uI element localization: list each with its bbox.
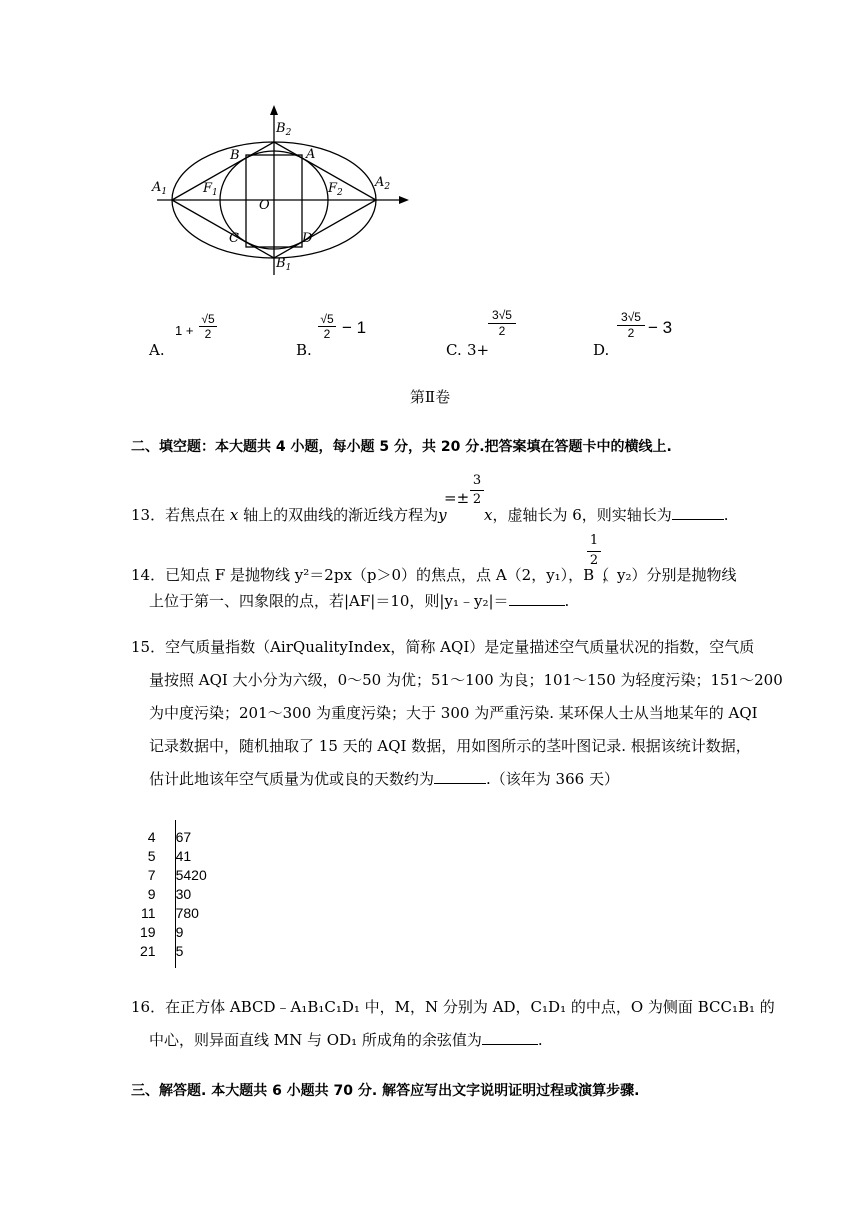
q16-end: . — [537, 1031, 543, 1049]
q15-number: 15． — [131, 638, 166, 656]
q14-frac-den: 2 — [587, 551, 601, 570]
label-B: B — [230, 148, 240, 163]
choice-d-letter: D. — [593, 341, 610, 359]
label-D: D — [302, 231, 313, 246]
choice-c-den: 2 — [488, 323, 516, 339]
q13-fraction — [470, 472, 484, 509]
q15-line-3: 为中度污染；201～300 为重度污染；大于 300 为严重污染. 某环保人士从当地某年的 AQI — [149, 704, 758, 722]
label-A1: $A_1$ — [152, 180, 168, 197]
question-16-line1 — [131, 997, 775, 1017]
choice-b-num: √5 — [320, 312, 334, 326]
leaf-value: 6 — [175, 828, 184, 845]
choice-c-lead: 3+ — [467, 341, 490, 359]
stem-leaf-table — [140, 827, 207, 960]
choice-b-fraction — [318, 312, 336, 342]
question-15-last — [149, 769, 619, 789]
stem-value: 5 — [147, 847, 156, 864]
choice-a-fraction — [199, 312, 217, 342]
choice-d-fraction — [617, 309, 645, 341]
choice-d-den: 2 — [617, 325, 645, 341]
q15-line-4: 记录数据中，随机抽取了 15 天的 AQI 数据，用如图所示的茎叶图记录. 根据该统计数据， — [149, 737, 751, 755]
question-15-line1 — [131, 637, 754, 657]
stem-leaf-row — [140, 846, 207, 865]
q15-last-b: .（该年为 366 天） — [486, 770, 619, 788]
q14-line2: 上位于第一、四象限的点，若|AF|＝10，则|y₁﹣y₂|＝ — [149, 592, 509, 610]
q16-answer-blank[interactable] — [482, 1030, 538, 1045]
ellipse-figure — [145, 105, 415, 285]
choice-d-tail: − 3 — [648, 318, 673, 337]
q14-number: 14． — [131, 566, 166, 584]
choice-c-letter: C. — [446, 341, 462, 359]
leaf-value: 8 — [183, 904, 192, 921]
stem-value: 9 — [147, 885, 156, 902]
label-C: C — [229, 231, 239, 246]
question-16-line2 — [149, 1030, 543, 1050]
q13-pm: =± — [444, 489, 470, 507]
label-A: A — [306, 147, 316, 162]
q13-frac-den: 2 — [470, 490, 484, 509]
question-13-tail — [484, 505, 729, 525]
label-B1: $B_1$ — [276, 256, 292, 273]
part2-title: 第Ⅱ卷 — [409, 388, 451, 406]
q13-frac-num: 3 — [472, 473, 482, 488]
q14-end: . — [564, 592, 570, 610]
y-axis-arrow — [270, 105, 278, 115]
q16-number: 16． — [131, 998, 166, 1016]
q13-x: x — [229, 506, 239, 524]
q13-x2: x — [484, 506, 493, 524]
choice-d-num: 3√5 — [621, 310, 641, 324]
label-A2: $A_2$ — [375, 175, 391, 192]
q13-text-c: ，虚轴长为 6，则实轴长为 — [492, 506, 672, 524]
stem-leaf-row — [140, 941, 207, 960]
q15-line-1: 空气质量指数（AirQualityIndex，简称 AQI）是定量描述空气质量状况的指数，空气质 — [165, 638, 755, 656]
leaf-value: 0 — [198, 866, 207, 883]
choice-c-num: 3√5 — [492, 308, 512, 322]
q14-line1: 已知点 F 是抛物线 y²＝2px（p＞0）的焦点，点 A（2，y₁），B（ — [165, 566, 610, 584]
leaf-value: 1 — [183, 847, 192, 864]
leaf-value: 0 — [183, 885, 192, 902]
label-O: O — [259, 198, 270, 213]
stem-leaf-row — [140, 922, 207, 941]
label-F1: $F_1$ — [203, 181, 218, 198]
stem-value: 11 — [141, 904, 156, 921]
leaf-value: 4 — [183, 866, 192, 883]
q14-line1-tail: ，y₂）分别是抛物线 — [602, 566, 737, 584]
q15-line-2: 量按照 AQI 大小分为六级，0～50 为优；51～100 为良；101～150 为轻度污染；151～200 — [149, 671, 783, 689]
stem-leaf-row — [140, 865, 207, 884]
choice-c-fraction — [488, 307, 516, 339]
question-14-line2 — [149, 591, 569, 611]
q13-end: . — [723, 506, 729, 524]
stem-leaf-row — [140, 884, 207, 903]
q14-fraction — [587, 531, 601, 570]
q13-number: 13． — [131, 506, 166, 524]
leaf-value: 5 — [175, 942, 184, 959]
section3-heading: 三、解答题. 本大题共 6 小题共 70 分. 解答应写出文字说明证明过程或演算步骤. — [131, 1083, 640, 1099]
q13-y: y — [438, 506, 447, 524]
q14-answer-blank[interactable] — [509, 591, 565, 606]
choice-b-letter: B. — [296, 341, 312, 359]
choice-a-den: 2 — [199, 326, 217, 342]
stem-leaf-row — [140, 903, 207, 922]
stem-value: 19 — [140, 923, 156, 940]
leaf-value: 0 — [191, 904, 199, 921]
stem-value: 4 — [147, 828, 156, 845]
leaf-value: 2 — [191, 866, 199, 883]
leaf-value: 7 — [175, 904, 184, 921]
q13-text-b: 轴上的双曲线的渐近线方程为 — [243, 506, 439, 524]
question-13 — [131, 505, 447, 525]
choice-b-tail: − 1 — [342, 318, 367, 337]
q15-answer-blank[interactable] — [434, 769, 486, 784]
q14-frac-num: 1 — [589, 533, 599, 548]
leaf-value: 3 — [175, 885, 184, 902]
choice-a-num: √5 — [201, 312, 215, 326]
label-F2: $F_2$ — [328, 181, 343, 198]
section2-heading: 二、填空题：本大题共 4 小题，每小题 5 分，共 20 分.把答案填在答题卡中的横线上. — [131, 439, 672, 455]
choice-a-letter: A. — [149, 341, 165, 359]
stem-leaf-row — [140, 827, 207, 846]
leaf-value: 4 — [175, 847, 184, 864]
stem-value: 21 — [140, 942, 156, 959]
choice-a-lead: 1 + — [175, 323, 194, 338]
leaf-value: 5 — [175, 866, 184, 883]
label-B2: $B_2$ — [276, 121, 292, 138]
leaf-value: 9 — [175, 923, 184, 940]
stem-value: 7 — [147, 866, 156, 883]
leaf-value: 7 — [183, 828, 192, 845]
q13-text-a: 若焦点在 — [165, 506, 226, 524]
q13-answer-blank[interactable] — [672, 505, 724, 520]
q16-line1: 在正方体 ABCD﹣A₁B₁C₁D₁ 中，M，N 分别为 AD，C₁D₁ 的中点，O 为侧面 BCC₁B₁ 的 — [165, 998, 775, 1016]
x-axis-arrow — [399, 196, 409, 204]
question-14-line1 — [131, 565, 609, 585]
q15-last-a: 估计此地该年空气质量为优或良的天数约为 — [149, 770, 435, 788]
q16-line2: 中心，则异面直线 MN 与 OD₁ 所成角的余弦值为 — [149, 1031, 482, 1049]
choice-b-den: 2 — [318, 326, 336, 342]
